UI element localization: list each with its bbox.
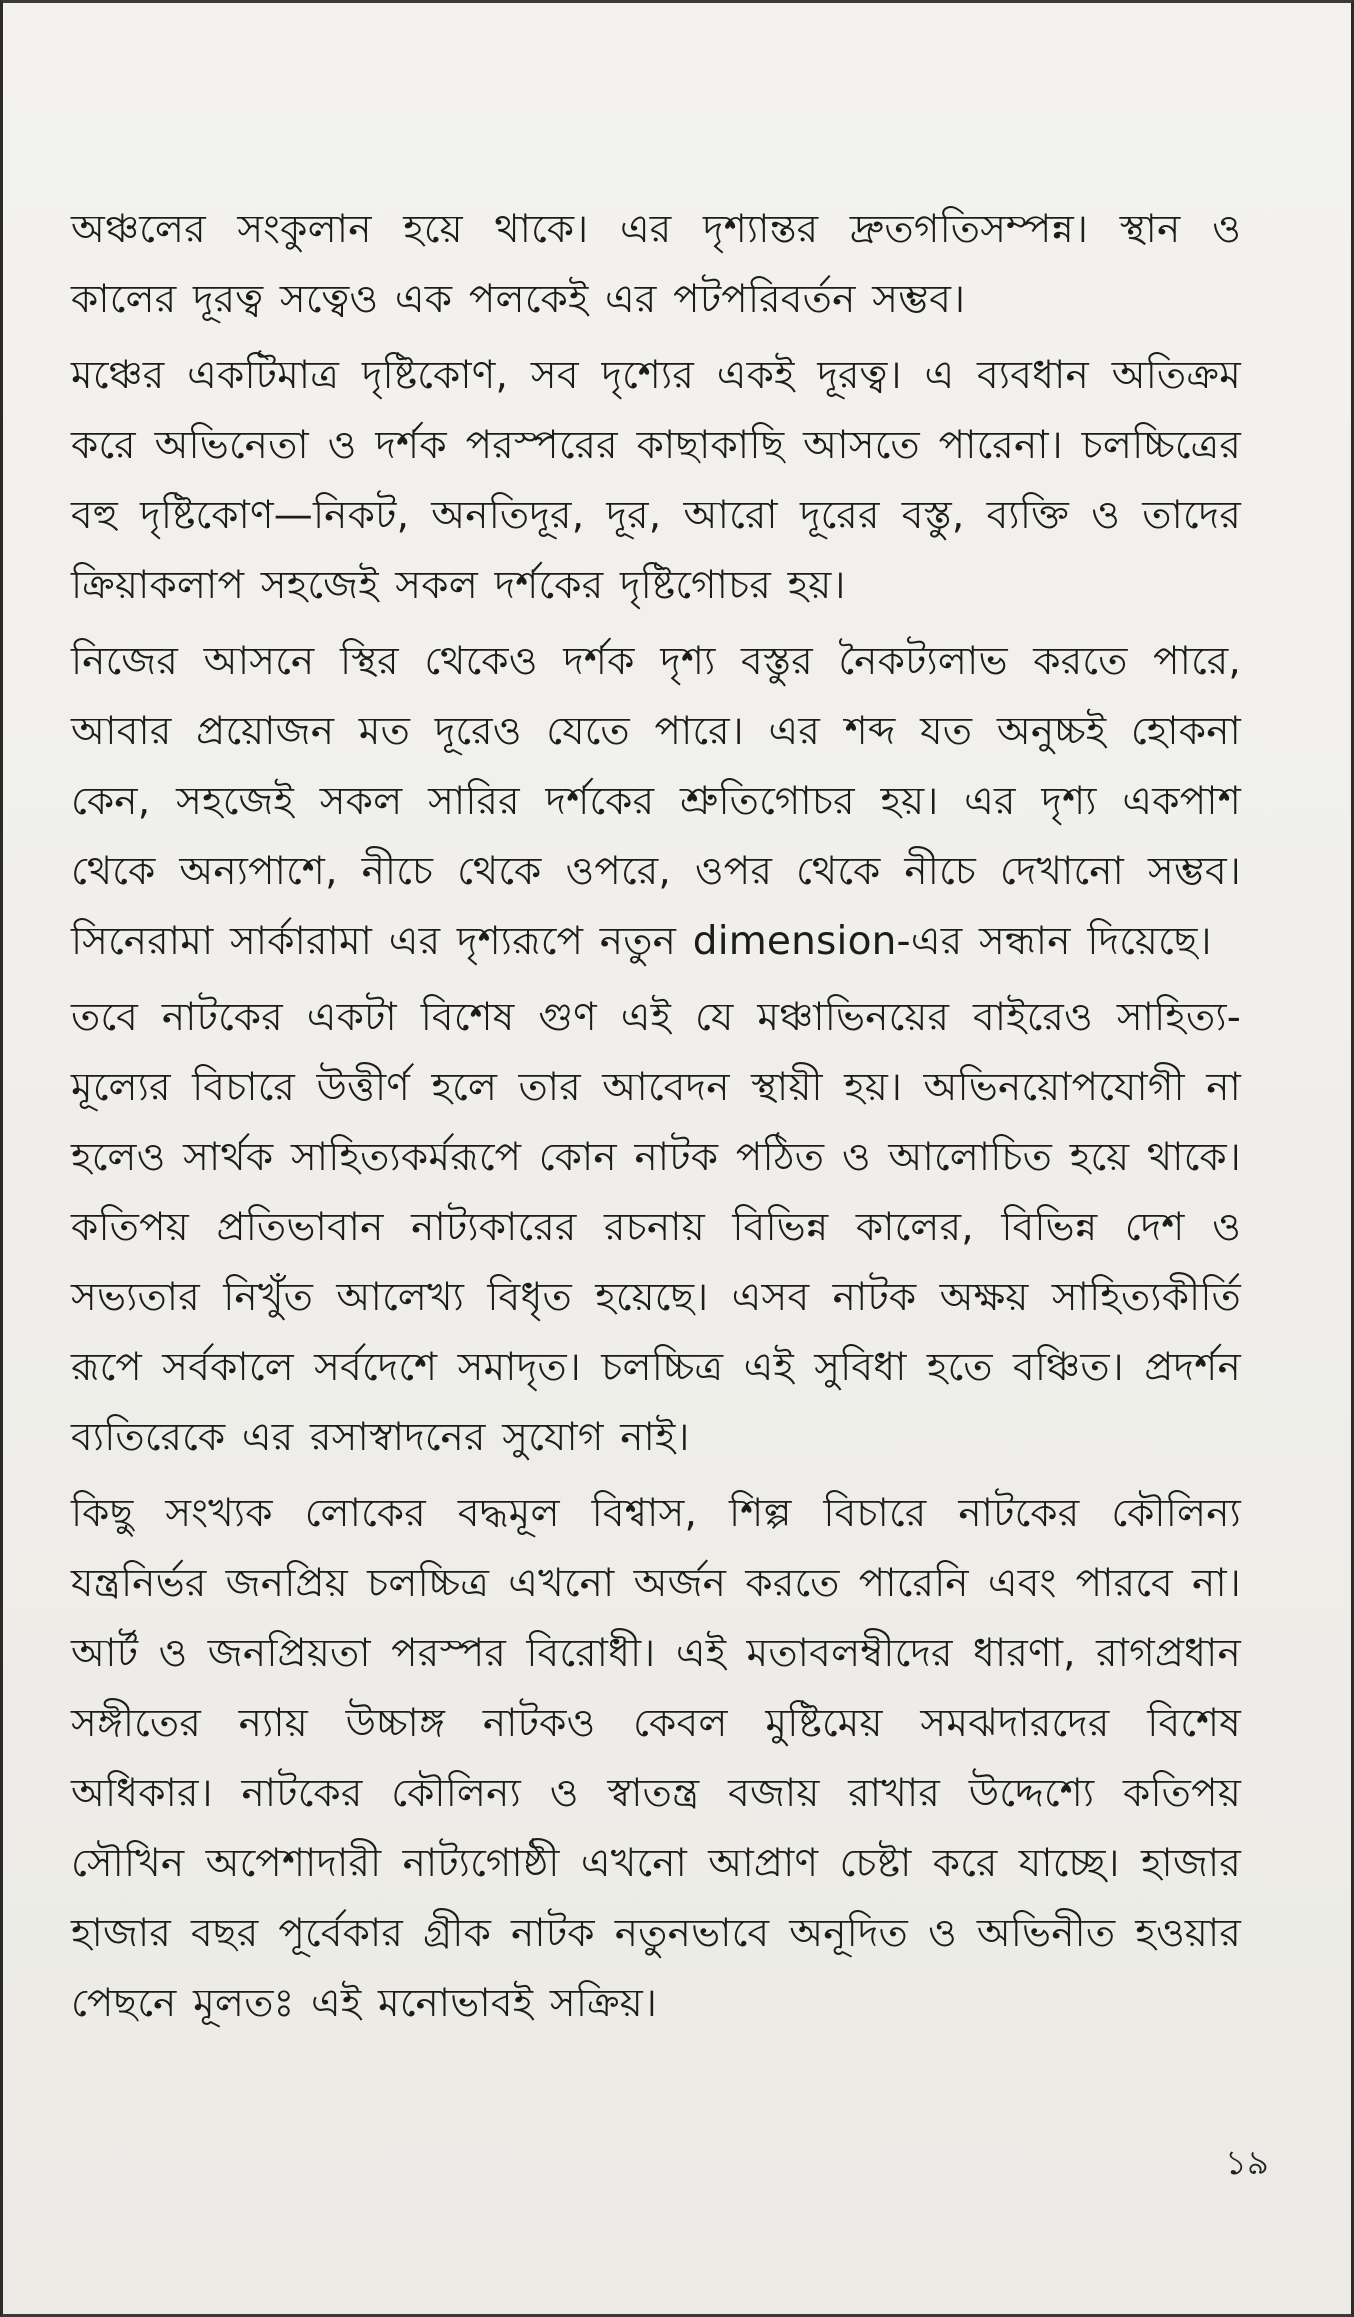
paragraph-3: নিজের আসনে স্থির থেকেও দর্শক দৃশ্য বস্তুর নৈকট্যলাভ করতে পারে, আবার প্রয়োজন মত দূরেও যেতে পারে। এর শব্দ যত অনুচ্চই হোকনা কেন, সহজেই সকল সারির দর্শকের শ্রুতিগোচর হয়। এর দৃশ্য একপাশ থেকে অন্যপাশে, নীচে থেকে ওপরে, ওপর থেকে নীচে দেখানো সম্ভব। সিনেরামা সার্কারামা এর দৃশ্যরূপে নতুন dimension-এর সন্ধান দিয়েছে।	[71, 639, 1241, 964]
paragraph-4: তবে নাটকের একটা বিশেষ গুণ এই যে মঞ্চাভিনয়ের বাইরেও সাহিত্য-মূল্যের বিচারে উত্তীর্ণ হলে তার আবেদন স্থায়ী হয়। অভিনয়োপযোগী না হলেও সার্থক সাহিত্যকর্মরূপে কোন নাটক পঠিত ও আলোচিত হয়ে থাকে। কতিপয় প্রতিভাবান নাট্যকারের রচনায় বিভিন্ন কালের, বিভিন্ন দেশ ও সভ্যতার নিখুঁত আলেখ্য বিধৃত হয়েছে। এসব নাটক অক্ষয় সাহিত্যকীর্তি রূপে সর্বকালে সর্বদেশে সমাদৃত। চলচ্চিত্র এই সুবিধা হতে বঞ্চিত। প্রদর্শন ব্যতিরেকে এর রসাস্বাদনের সুযোগ নাই।	[71, 995, 1241, 1460]
body-text	[71, 195, 1241, 2045]
paragraph-5: কিছু সংখ্যক লোকের বদ্ধমূল বিশ্বাস, শিল্প বিচারে নাটকের কৌলিন্য যন্ত্রনির্ভর জনপ্রিয় চলচ্চিত্র এখনো অর্জন করতে পারেনি এবং পারবে না। আর্ট ও জনপ্রিয়তা পরস্পর বিরোধী। এই মতাবলম্বীদের ধারণা, রাগপ্রধান সঙ্গীতের ন্যায় উচ্চাঙ্গ নাটকও কেবল মুষ্টিমেয় সমঝদারদের বিশেষ অধিকার। নাটকের কৌলিন্য ও স্বাতন্ত্র বজায় রাখার উদ্দেশ্যে কতিপয় সৌখিন অপেশাদারী নাট্যগোষ্ঠী এখনো আপ্রাণ চেষ্টা করে যাচ্ছে। হাজার হাজার বছর পূর্বেকার গ্রীক নাটক নতুনভাবে অনূদিত ও অভিনীত হওয়ার পেছনে মূলতঃ এই মনোভাবই সক্রিয়।	[71, 1491, 1241, 2026]
paragraph-1: অঞ্চলের সংকুলান হয়ে থাকে। এর দৃশ্যান্তর দ্রুতগতিসম্পন্ন। স্থান ও কালের দূরত্ব সত্বেও এক পলকেই এর পটপরিবর্তন সম্ভব।	[71, 207, 1241, 322]
page-number: ১৯	[1224, 2143, 1269, 2183]
paragraph-2: মঞ্চের একটিমাত্র দৃষ্টিকোণ, সব দৃশ্যের একই দূরত্ব। এ ব্যবধান অতিক্রম করে অভিনেতা ও দর্শক পরস্পরের কাছাকাছি আসতে পারেনা। চলচ্চিত্রের বহু দৃষ্টিকোণ—নিকট, অনতিদূর, দূর, আরো দূরের বস্তু, ব্যক্তি ও তাদের ক্রিয়াকলাপ সহজেই সকল দর্শকের দৃষ্টিগোচর হয়।	[71, 353, 1241, 608]
